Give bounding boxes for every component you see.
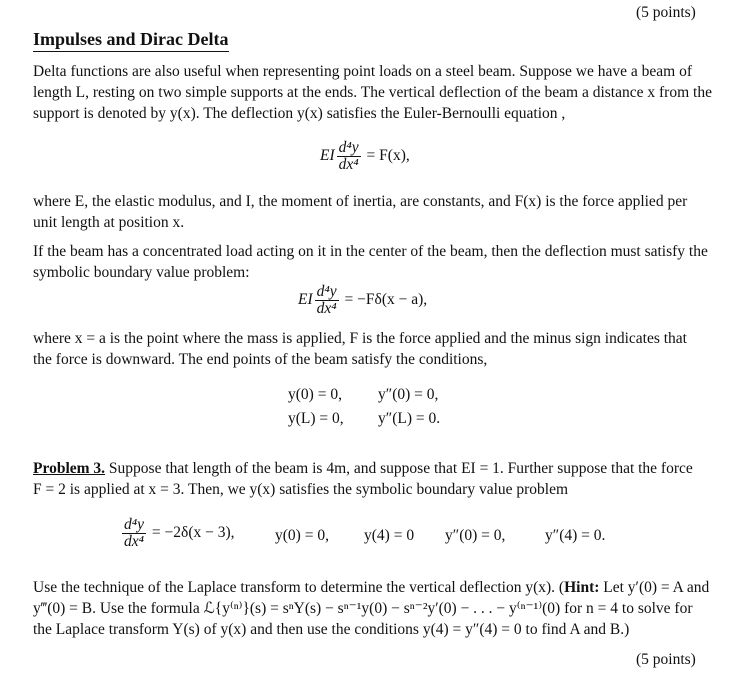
condition-yppL: y″(L) = 0. — [378, 410, 441, 427]
task-line-2: y‴(0) = B. Use the formula ℒ{y⁽ⁿ⁾}(s) = sⁿY(s) − sⁿ⁻¹y(0) − sⁿ⁻²y′(0) − . . . − y⁽ⁿ⁻¹⁾(0) for n = 4 to solve for — [33, 600, 693, 617]
eq3-rhs: = −2δ(x − 3), — [151, 524, 235, 542]
eq2-numerator: d⁴y — [316, 283, 337, 300]
eq3-numerator: d⁴y — [124, 516, 145, 533]
task-line-1-end: Let y′(0) = A and — [599, 579, 710, 596]
task-line-1 — [33, 577, 733, 598]
task-line-3: the Laplace transform Y(s) of y(x) and then use the conditions y(4) = y″(4) = 0 to find A and B.) — [33, 621, 630, 638]
problem-bc-y0: y(0) = 0, — [275, 527, 329, 544]
symbolic-bvp-equation — [298, 284, 427, 317]
points-top: (5 points) — [636, 4, 696, 21]
intro-line-3: support is denoted by y(x). The deflection y(x) satisfies the Euler-Bernoulli equation , — [33, 105, 566, 122]
condition-yL: y(L) = 0, — [288, 410, 344, 427]
where1-line-1: where E, the elastic modulus, and I, the moment of inertia, are constants, and F(x) is the force applied per — [33, 193, 688, 210]
intro-line-2: length L, resting on two simple supports at the ends. The vertical deflection of the beam a distance x from the — [33, 84, 712, 101]
eq1-fraction — [337, 140, 361, 173]
condition-y0: y(0) = 0, — [288, 386, 342, 403]
eq2-rhs: = −Fδ(x − a), — [344, 291, 428, 309]
concentrated-load-paragraph — [33, 241, 723, 283]
where1-line-2: unit length at position x. — [33, 214, 185, 231]
condition-ypp0: y″(0) = 0, — [378, 386, 439, 403]
concentrated-line-2: symbolic boundary value problem: — [33, 264, 250, 281]
points-bottom: (5 points) — [636, 651, 696, 668]
task-line-1-start: Use the technique of the Laplace transform to determine the vertical deflection y(x). ( — [33, 579, 565, 596]
where-paragraph-2 — [33, 328, 723, 370]
eq3-fraction — [122, 517, 146, 550]
where-paragraph-1 — [33, 191, 723, 233]
problem-bc-ypp4: y″(4) = 0. — [545, 527, 606, 544]
problem-line-1 — [33, 458, 723, 479]
eq2-fraction — [315, 284, 339, 317]
problem-bvp-equation — [120, 517, 235, 550]
eq1-denominator: dx⁴ — [338, 156, 359, 173]
eq1-rhs: = F(x), — [366, 147, 410, 165]
eq3-denominator: dx⁴ — [124, 533, 145, 550]
where2-line-1: where x = a is the point where the mass is applied, F is the force applied and the minus sign indicates that — [33, 330, 687, 347]
problem-line-1-text: Suppose that length of the beam is 4m, and suppose that EI = 1. Further suppose that the force — [108, 460, 693, 477]
problem-line-2: F = 2 is applied at x = 3. Then, we y(x) satisfies the symbolic boundary value problem — [33, 481, 569, 498]
intro-line-1: Delta functions are also useful when representing point loads on a steel beam. Suppose we have a beam of — [33, 63, 692, 80]
problem-label: Problem 3. — [33, 460, 106, 477]
eq2-denominator: dx⁴ — [316, 300, 337, 317]
task-paragraph — [33, 577, 733, 640]
eq1-coefficient: EI — [320, 147, 335, 165]
problem-bc-ypp0: y″(0) = 0, — [445, 527, 506, 544]
eq2-coefficient: EI — [298, 291, 313, 309]
eq1-numerator: d⁴y — [338, 139, 359, 156]
euler-bernoulli-equation — [320, 140, 410, 173]
where2-line-2: the force is downward. The end points of the beam satisfy the conditions, — [33, 351, 488, 368]
problem-3-paragraph — [33, 458, 723, 500]
hint-label: Hint: — [564, 579, 600, 596]
section-heading: Impulses and Dirac Delta — [33, 29, 229, 52]
concentrated-line-1: If the beam has a concentrated load acting on it in the center of the beam, then the deflection must satisfy the — [33, 243, 708, 260]
problem-bc-y4: y(4) = 0 — [364, 527, 415, 544]
intro-paragraph — [33, 61, 723, 124]
